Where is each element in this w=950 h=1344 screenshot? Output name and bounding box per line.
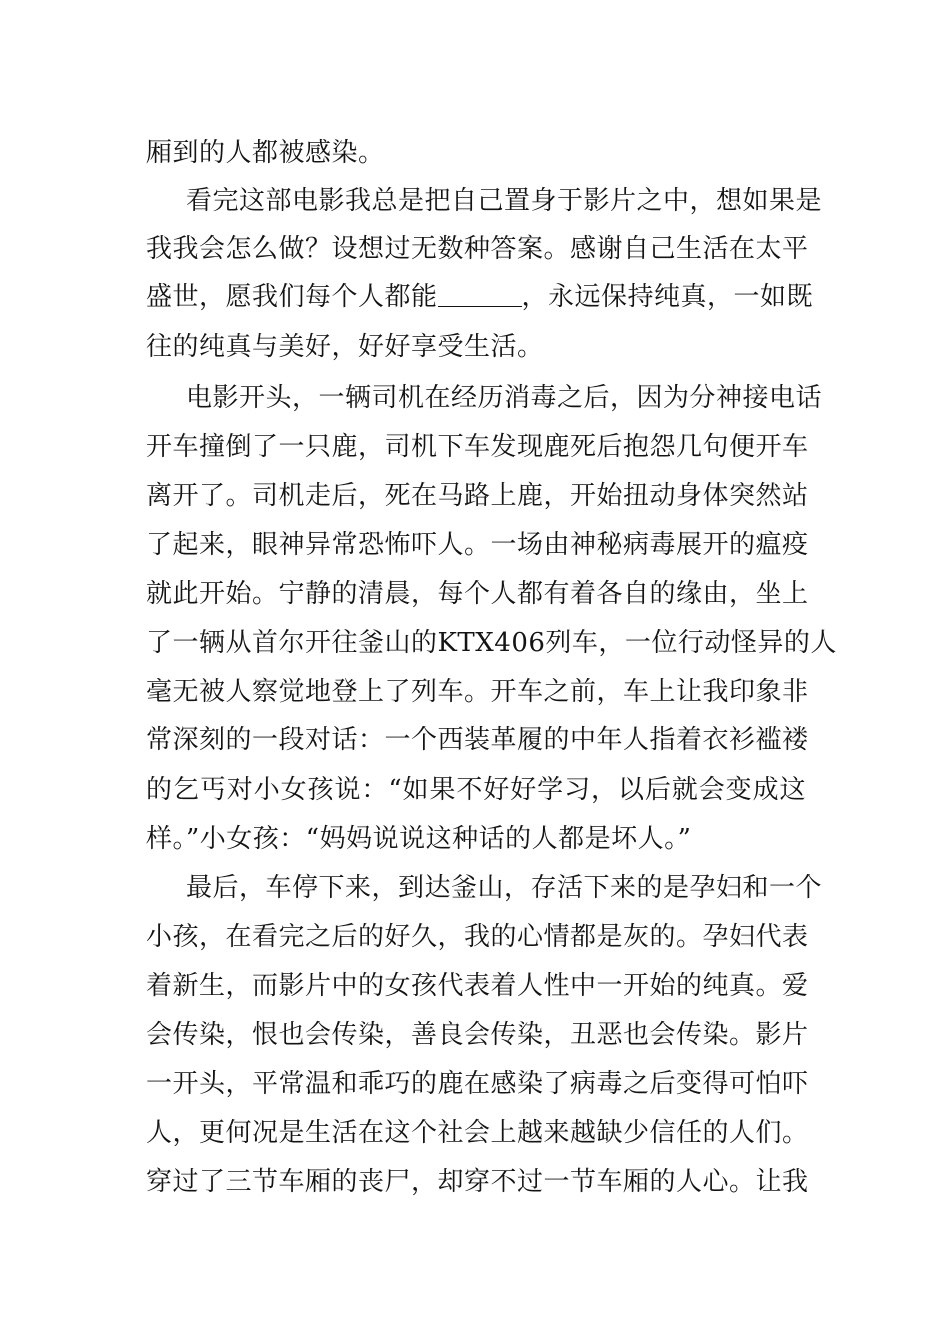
text-line: 往的纯真与美好，好好享受生活。 [146, 332, 544, 362]
text-line: 开车撞倒了一只鹿，司机下车发现鹿死后抱怨几句便开车 [146, 432, 809, 462]
fill-in-blank [438, 280, 522, 307]
text-line: 样。”小女孩：“妈妈说说这种话的人都是坏人。” [146, 824, 692, 854]
text-line: 会传染，恨也会传染，善良会传染，丑恶也会传染。影片 [146, 1020, 809, 1050]
paragraph-first-line: 看完这部电影我总是把自己置身于影片之中，想如果是 [186, 186, 823, 216]
text-line: 的乞丐对小女孩说：“如果不好好学习，以后就会变成这 [146, 775, 806, 805]
text-line: 着新生，而影片中的女孩代表着人性中一开始的纯真。爱 [146, 971, 809, 1001]
text-line: 一开头，平常温和乖巧的鹿在感染了病毒之后变得可怕吓 [146, 1069, 809, 1099]
text-line: 了一辆从首尔开往釜山的KTX406列车，一位行动怪异的人 [146, 628, 837, 658]
text-line: 离开了。司机走后，死在马路上鹿，开始扭动身体突然站 [146, 481, 809, 511]
text-line: 毫无被人察觉地登上了列车。开车之前，车上让我印象非 [146, 677, 809, 707]
text-line-with-blank [146, 277, 814, 317]
paragraph-first-line: 最后，车停下来，到达釜山，存活下来的是孕妇和一个 [186, 873, 823, 903]
text-line: 我我会怎么做？设想过无数种答案。感谢自己生活在太平 [146, 234, 809, 264]
text-line: 厢到的人都被感染。 [146, 138, 385, 168]
text-line: 人，更何况是生活在这个社会上越来越缺少信任的人们。 [146, 1118, 809, 1148]
text-line: 常深刻的一段对话：一个西装革履的中年人指着衣衫褴褛 [146, 725, 809, 755]
text-line: 小孩，在看完之后的好久，我的心情都是灰的。孕妇代表 [146, 922, 809, 952]
text-line: 了起来，眼神异常恐怖吓人。一场由神秘病毒展开的瘟疫 [146, 530, 809, 560]
text-line: 就此开始。宁静的清晨，每个人都有着各自的缘由，坐上 [146, 579, 809, 609]
text-after-blank: ，永远保持纯真，一如既 [521, 282, 814, 312]
text-before-blank: 盛世，愿我们每个人都能 [146, 282, 438, 312]
text-line: 穿过了三节车厢的丧尸，却穿不过一节车厢的人心。让我 [146, 1167, 809, 1197]
paragraph-first-line: 电影开头，一辆司机在经历消毒之后，因为分神接电话 [186, 383, 823, 413]
